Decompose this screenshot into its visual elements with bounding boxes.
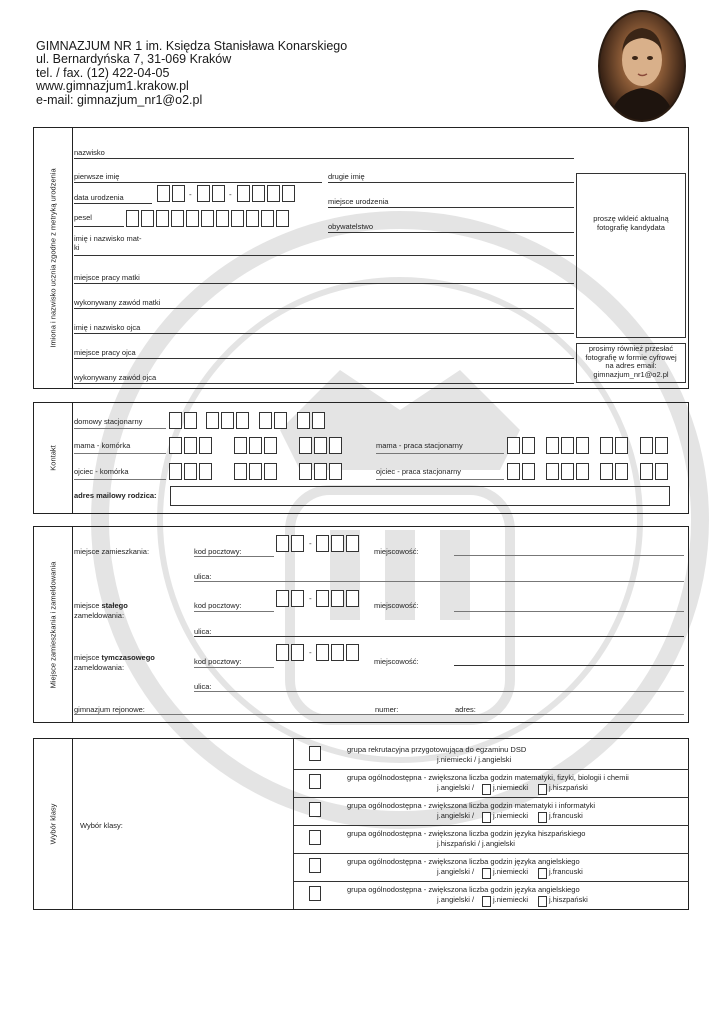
section-side-label: Imiona i nazwisko ucznia zgodne z metryką urodzenia xyxy=(34,128,73,388)
father-mobile-label: ojciec - komórka xyxy=(74,467,129,476)
mother-workplace-field[interactable] xyxy=(74,283,574,284)
postal-code-separator: - xyxy=(309,539,312,548)
school-address-label: adres: xyxy=(455,705,476,714)
date-separator: - xyxy=(229,190,232,199)
photo-digital-note xyxy=(576,343,686,383)
birth-date-underline xyxy=(74,203,152,204)
mother-occupation-label: wykonywany zawód matki xyxy=(74,298,161,307)
postal-code-digit[interactable] xyxy=(316,644,329,661)
postal-code-digit[interactable] xyxy=(346,535,359,552)
mother-mobile-digit[interactable] xyxy=(249,437,262,454)
pesel-digit[interactable] xyxy=(186,210,199,227)
language-checkbox[interactable] xyxy=(538,868,547,879)
language-option-1: j.angielski / xyxy=(437,783,475,792)
pesel-digit[interactable] xyxy=(171,210,184,227)
postal-code-digit[interactable] xyxy=(276,535,289,552)
father-work-phone-digit[interactable] xyxy=(522,463,535,480)
class-option-checkbox[interactable] xyxy=(309,830,321,845)
class-option-checkbox[interactable] xyxy=(309,746,321,761)
street-label: ulica: xyxy=(194,682,212,691)
postal-code-label: kod pocztowy: xyxy=(194,601,242,610)
birth-month-digit[interactable] xyxy=(212,185,225,202)
language-checkbox[interactable] xyxy=(482,784,491,795)
mother-work-phone-digit[interactable] xyxy=(640,437,653,454)
father-work-phone-digit[interactable] xyxy=(561,463,574,480)
class-option-checkbox[interactable] xyxy=(309,858,321,873)
father-occupation-label: wykonywany zawód ojca xyxy=(74,373,157,382)
language-option-1: j.angielski / xyxy=(437,895,475,904)
father-work-phone-label: ojciec - praca stacjonarny xyxy=(376,467,462,476)
temporary-address-label-cont: zameldowania: xyxy=(74,663,125,672)
pesel-digit[interactable] xyxy=(261,210,274,227)
father-mobile-digit[interactable] xyxy=(184,463,197,480)
birth-day-digit[interactable] xyxy=(172,185,185,202)
language-option-3: j.francuski xyxy=(549,867,583,876)
city-field[interactable] xyxy=(454,555,684,556)
section-side-label: Kontakt xyxy=(34,403,73,513)
postal-code-digit[interactable] xyxy=(276,644,289,661)
residence-address-label: miejsce zamieszkania: xyxy=(74,547,150,556)
father-workplace-field[interactable] xyxy=(74,358,574,359)
postal-code-digit[interactable] xyxy=(331,535,344,552)
pesel-digit[interactable] xyxy=(156,210,169,227)
row-divider xyxy=(293,853,689,854)
surname-field[interactable] xyxy=(74,158,574,159)
second-name-field[interactable] xyxy=(328,182,574,183)
pesel-digit[interactable] xyxy=(246,210,259,227)
mother-work-phone-label: mama - praca stacjonarny xyxy=(376,441,463,450)
class-option-title: grupa ogólnodostępna - zwiększona liczba godzin języka hiszpańskiego xyxy=(347,829,586,838)
street-field[interactable] xyxy=(194,581,684,582)
class-option-checkbox[interactable] xyxy=(309,802,321,817)
row-divider xyxy=(293,825,689,826)
mother-mobile-label: mama - komórka xyxy=(74,441,131,450)
home-phone-digit[interactable] xyxy=(297,412,310,429)
class-option-languages: j.hiszpański / j.angielski xyxy=(437,839,515,848)
section-residence xyxy=(33,526,689,723)
postal-code-underline xyxy=(194,667,274,668)
mother-mobile-digit[interactable] xyxy=(184,437,197,454)
city-label: miejscowość: xyxy=(374,657,419,666)
postal-code-underline xyxy=(194,556,274,557)
first-name-label: pierwsze imię xyxy=(74,172,120,181)
class-option-title: grupa ogólnodostępna - zwiększona liczba godzin języka angielskiego xyxy=(347,885,580,894)
language-option-3: j.hiszpański xyxy=(549,895,588,904)
pesel-digit[interactable] xyxy=(126,210,139,227)
father-mobile-digit[interactable] xyxy=(234,463,247,480)
mother-work-phone-digit[interactable] xyxy=(600,437,613,454)
father-work-phone-digit[interactable] xyxy=(640,463,653,480)
birth-place-field[interactable] xyxy=(328,207,574,208)
father-work-phone-digit[interactable] xyxy=(546,463,559,480)
language-checkbox[interactable] xyxy=(538,896,547,907)
photo-box[interactable] xyxy=(576,173,686,338)
mother-mobile-digit[interactable] xyxy=(299,437,312,454)
pesel-underline xyxy=(74,226,124,227)
mother-work-phone-underline xyxy=(376,453,504,454)
postal-code-digit[interactable] xyxy=(291,590,304,607)
birth-year-digit[interactable] xyxy=(282,185,295,202)
father-work-phone-digit[interactable] xyxy=(507,463,520,480)
postal-code-label: kod pocztowy: xyxy=(194,547,242,556)
father-work-phone-digit[interactable] xyxy=(615,463,628,480)
school-number-label: numer: xyxy=(375,705,399,714)
language-checkbox[interactable] xyxy=(538,812,547,823)
home-phone-underline xyxy=(74,428,166,429)
postal-code-label: kod pocztowy: xyxy=(194,657,242,666)
pesel-digit[interactable] xyxy=(216,210,229,227)
patron-portrait xyxy=(598,10,686,122)
postal-code-digit[interactable] xyxy=(316,535,329,552)
postal-code-digit[interactable] xyxy=(346,590,359,607)
mother-name-label-cont: ki xyxy=(74,243,80,252)
home-phone-digit[interactable] xyxy=(236,412,249,429)
school-phone: tel. / fax. (12) 422-04-05 xyxy=(36,65,170,80)
mother-mobile-digit[interactable] xyxy=(234,437,247,454)
postal-code-digit[interactable] xyxy=(346,644,359,661)
language-checkbox[interactable] xyxy=(482,868,491,879)
birth-place-label: miejsce urodzenia xyxy=(328,197,389,206)
birth-date-label: data urodzenia xyxy=(74,193,124,202)
row-divider xyxy=(293,797,689,798)
photo-digital-note-text: prosimy również przesłać fotografię w formie cyfrowej na adres email: gimnazjum_nr1@o2.pl xyxy=(585,344,677,379)
father-name-field[interactable] xyxy=(74,333,574,334)
class-choice-label: Wybór klasy: xyxy=(80,821,123,830)
father-mobile-underline xyxy=(74,479,166,480)
postal-code-digit[interactable] xyxy=(331,590,344,607)
mother-work-phone-digit[interactable] xyxy=(561,437,574,454)
mother-mobile-digit[interactable] xyxy=(264,437,277,454)
school-website: www.gimnazjum1.krakow.pl xyxy=(36,79,189,94)
mother-work-phone-digit[interactable] xyxy=(522,437,535,454)
father-mobile-digit[interactable] xyxy=(199,463,212,480)
postal-code-digit[interactable] xyxy=(331,644,344,661)
mother-work-phone-digit[interactable] xyxy=(576,437,589,454)
city-field[interactable] xyxy=(454,611,684,612)
mother-mobile-digit[interactable] xyxy=(314,437,327,454)
mother-work-phone-digit[interactable] xyxy=(546,437,559,454)
father-mobile-digit[interactable] xyxy=(329,463,342,480)
mother-mobile-digit[interactable] xyxy=(199,437,212,454)
father-work-phone-digit[interactable] xyxy=(600,463,613,480)
language-option-3: j.francuski xyxy=(549,811,583,820)
pesel-digit[interactable] xyxy=(141,210,154,227)
mother-name-field[interactable] xyxy=(74,255,574,256)
father-work-phone-digit[interactable] xyxy=(655,463,668,480)
pesel-label: pesel xyxy=(74,213,92,222)
class-option-title: grupa ogólnodostępna - zwiększona liczba godzin języka angielskiego xyxy=(347,857,580,866)
section-side-label: Wybór klasy xyxy=(34,739,73,909)
father-mobile-digit[interactable] xyxy=(299,463,312,480)
father-occupation-field[interactable] xyxy=(74,383,574,384)
temporary-address-label: miejsce tymczasowego xyxy=(74,653,155,662)
city-field[interactable] xyxy=(454,665,684,666)
pesel-digit[interactable] xyxy=(276,210,289,227)
language-option-2: j.niemiecki xyxy=(493,895,529,904)
home-phone-digit[interactable] xyxy=(274,412,287,429)
section-side-label: Miejsce zamieszkania i zameldowania xyxy=(34,527,73,722)
birth-month-digit[interactable] xyxy=(197,185,210,202)
section-student-data xyxy=(33,127,689,389)
home-phone-digit[interactable] xyxy=(259,412,272,429)
mother-mobile-digit[interactable] xyxy=(169,437,182,454)
postal-code-separator: - xyxy=(309,594,312,603)
city-label: miejscowość: xyxy=(374,547,419,556)
school-header xyxy=(36,40,347,107)
father-mobile-digit[interactable] xyxy=(264,463,277,480)
citizenship-label: obywatelstwo xyxy=(328,222,374,231)
postal-code-digit[interactable] xyxy=(291,644,304,661)
class-option-title: grupa ogólnodostępna - zwiększona liczba godzin matematyki, fizyki, biologii i chemii xyxy=(347,773,629,782)
father-work-phone-underline xyxy=(376,479,504,480)
language-option-2: j.niemiecki xyxy=(493,811,529,820)
first-name-field[interactable] xyxy=(74,182,322,183)
street-label: ulica: xyxy=(194,572,212,581)
school-name: GIMNAZJUM NR 1 im. Księdza Stanisława Konarskiego xyxy=(36,39,348,53)
home-phone-digit[interactable] xyxy=(184,412,197,429)
surname-label: nazwisko xyxy=(74,148,105,157)
mother-work-phone-digit[interactable] xyxy=(507,437,520,454)
class-option-checkbox[interactable] xyxy=(309,886,321,901)
street-label: ulica: xyxy=(194,627,212,636)
language-option-2: j.niemiecki xyxy=(493,867,529,876)
mother-name-label: imię i nazwisko mat- xyxy=(74,234,142,243)
row-divider xyxy=(293,881,689,882)
postal-code-digit[interactable] xyxy=(276,590,289,607)
citizenship-field[interactable] xyxy=(328,232,574,233)
district-school-field[interactable] xyxy=(74,714,684,715)
row-divider xyxy=(293,769,689,770)
city-label: miejscowość: xyxy=(374,601,419,610)
mother-occupation-field[interactable] xyxy=(74,308,574,309)
class-option-languages: j.niemiecki / j.angielski xyxy=(437,755,512,764)
father-mobile-digit[interactable] xyxy=(249,463,262,480)
birth-day-digit[interactable] xyxy=(157,185,170,202)
language-checkbox[interactable] xyxy=(482,812,491,823)
birth-year-digit[interactable] xyxy=(267,185,280,202)
father-mobile-digit[interactable] xyxy=(169,463,182,480)
postal-code-separator: - xyxy=(309,648,312,657)
postal-code-underline xyxy=(194,611,274,612)
section-class-choice xyxy=(33,738,689,910)
date-separator: - xyxy=(189,190,192,199)
birth-year-digit[interactable] xyxy=(252,185,265,202)
section-contact xyxy=(33,402,689,514)
column-divider xyxy=(293,739,294,909)
language-option-1: j.angielski / xyxy=(437,867,475,876)
school-email: e-mail: gimnazjum_nr1@o2.pl xyxy=(36,92,203,107)
mother-work-phone-digit[interactable] xyxy=(655,437,668,454)
home-phone-digit[interactable] xyxy=(312,412,325,429)
parent-email-label: adres mailowy rodzica: xyxy=(74,491,157,500)
district-school-label: gimnazjum rejonowe: xyxy=(74,705,145,714)
parent-email-input[interactable] xyxy=(170,486,670,506)
birth-year-digit[interactable] xyxy=(237,185,250,202)
language-option-2: j.niemiecki xyxy=(493,783,529,792)
street-field[interactable] xyxy=(194,636,684,637)
street-field[interactable] xyxy=(194,691,684,692)
second-name-label: drugie imię xyxy=(328,172,365,181)
mother-mobile-digit[interactable] xyxy=(329,437,342,454)
language-checkbox[interactable] xyxy=(482,896,491,907)
father-mobile-digit[interactable] xyxy=(314,463,327,480)
home-phone-digit[interactable] xyxy=(206,412,219,429)
language-option-3: j.hiszpański xyxy=(549,783,588,792)
mother-workplace-label: miejsce pracy matki xyxy=(74,273,140,282)
school-address: ul. Bernardyńska 7, 31-069 Kraków xyxy=(36,52,232,67)
permanent-address-label-cont: zameldowania: xyxy=(74,611,125,620)
pesel-digit[interactable] xyxy=(201,210,214,227)
postal-code-digit[interactable] xyxy=(291,535,304,552)
pesel-digit[interactable] xyxy=(231,210,244,227)
father-name-label: imię i nazwisko ojca xyxy=(74,323,141,332)
photo-box-instruction: proszę wkleić aktualną fotografię kandydata xyxy=(593,214,669,232)
permanent-address-label: miejsce stałego xyxy=(74,601,128,610)
mother-work-phone-digit[interactable] xyxy=(615,437,628,454)
class-option-title: grupa rekrutacyjna przygotowująca do egzaminu DSD xyxy=(347,745,527,754)
language-checkbox[interactable] xyxy=(538,784,547,795)
father-workplace-label: miejsce pracy ojca xyxy=(74,348,136,357)
class-option-checkbox[interactable] xyxy=(309,774,321,789)
mother-mobile-underline xyxy=(74,453,166,454)
home-phone-label: domowy stacjonarny xyxy=(74,417,143,426)
home-phone-digit[interactable] xyxy=(169,412,182,429)
postal-code-digit[interactable] xyxy=(316,590,329,607)
language-option-1: j.angielski / xyxy=(437,811,475,820)
father-work-phone-digit[interactable] xyxy=(576,463,589,480)
home-phone-digit[interactable] xyxy=(221,412,234,429)
class-option-title: grupa ogólnodostępna - zwiększona liczba godzin matematyki i informatyki xyxy=(347,801,596,810)
